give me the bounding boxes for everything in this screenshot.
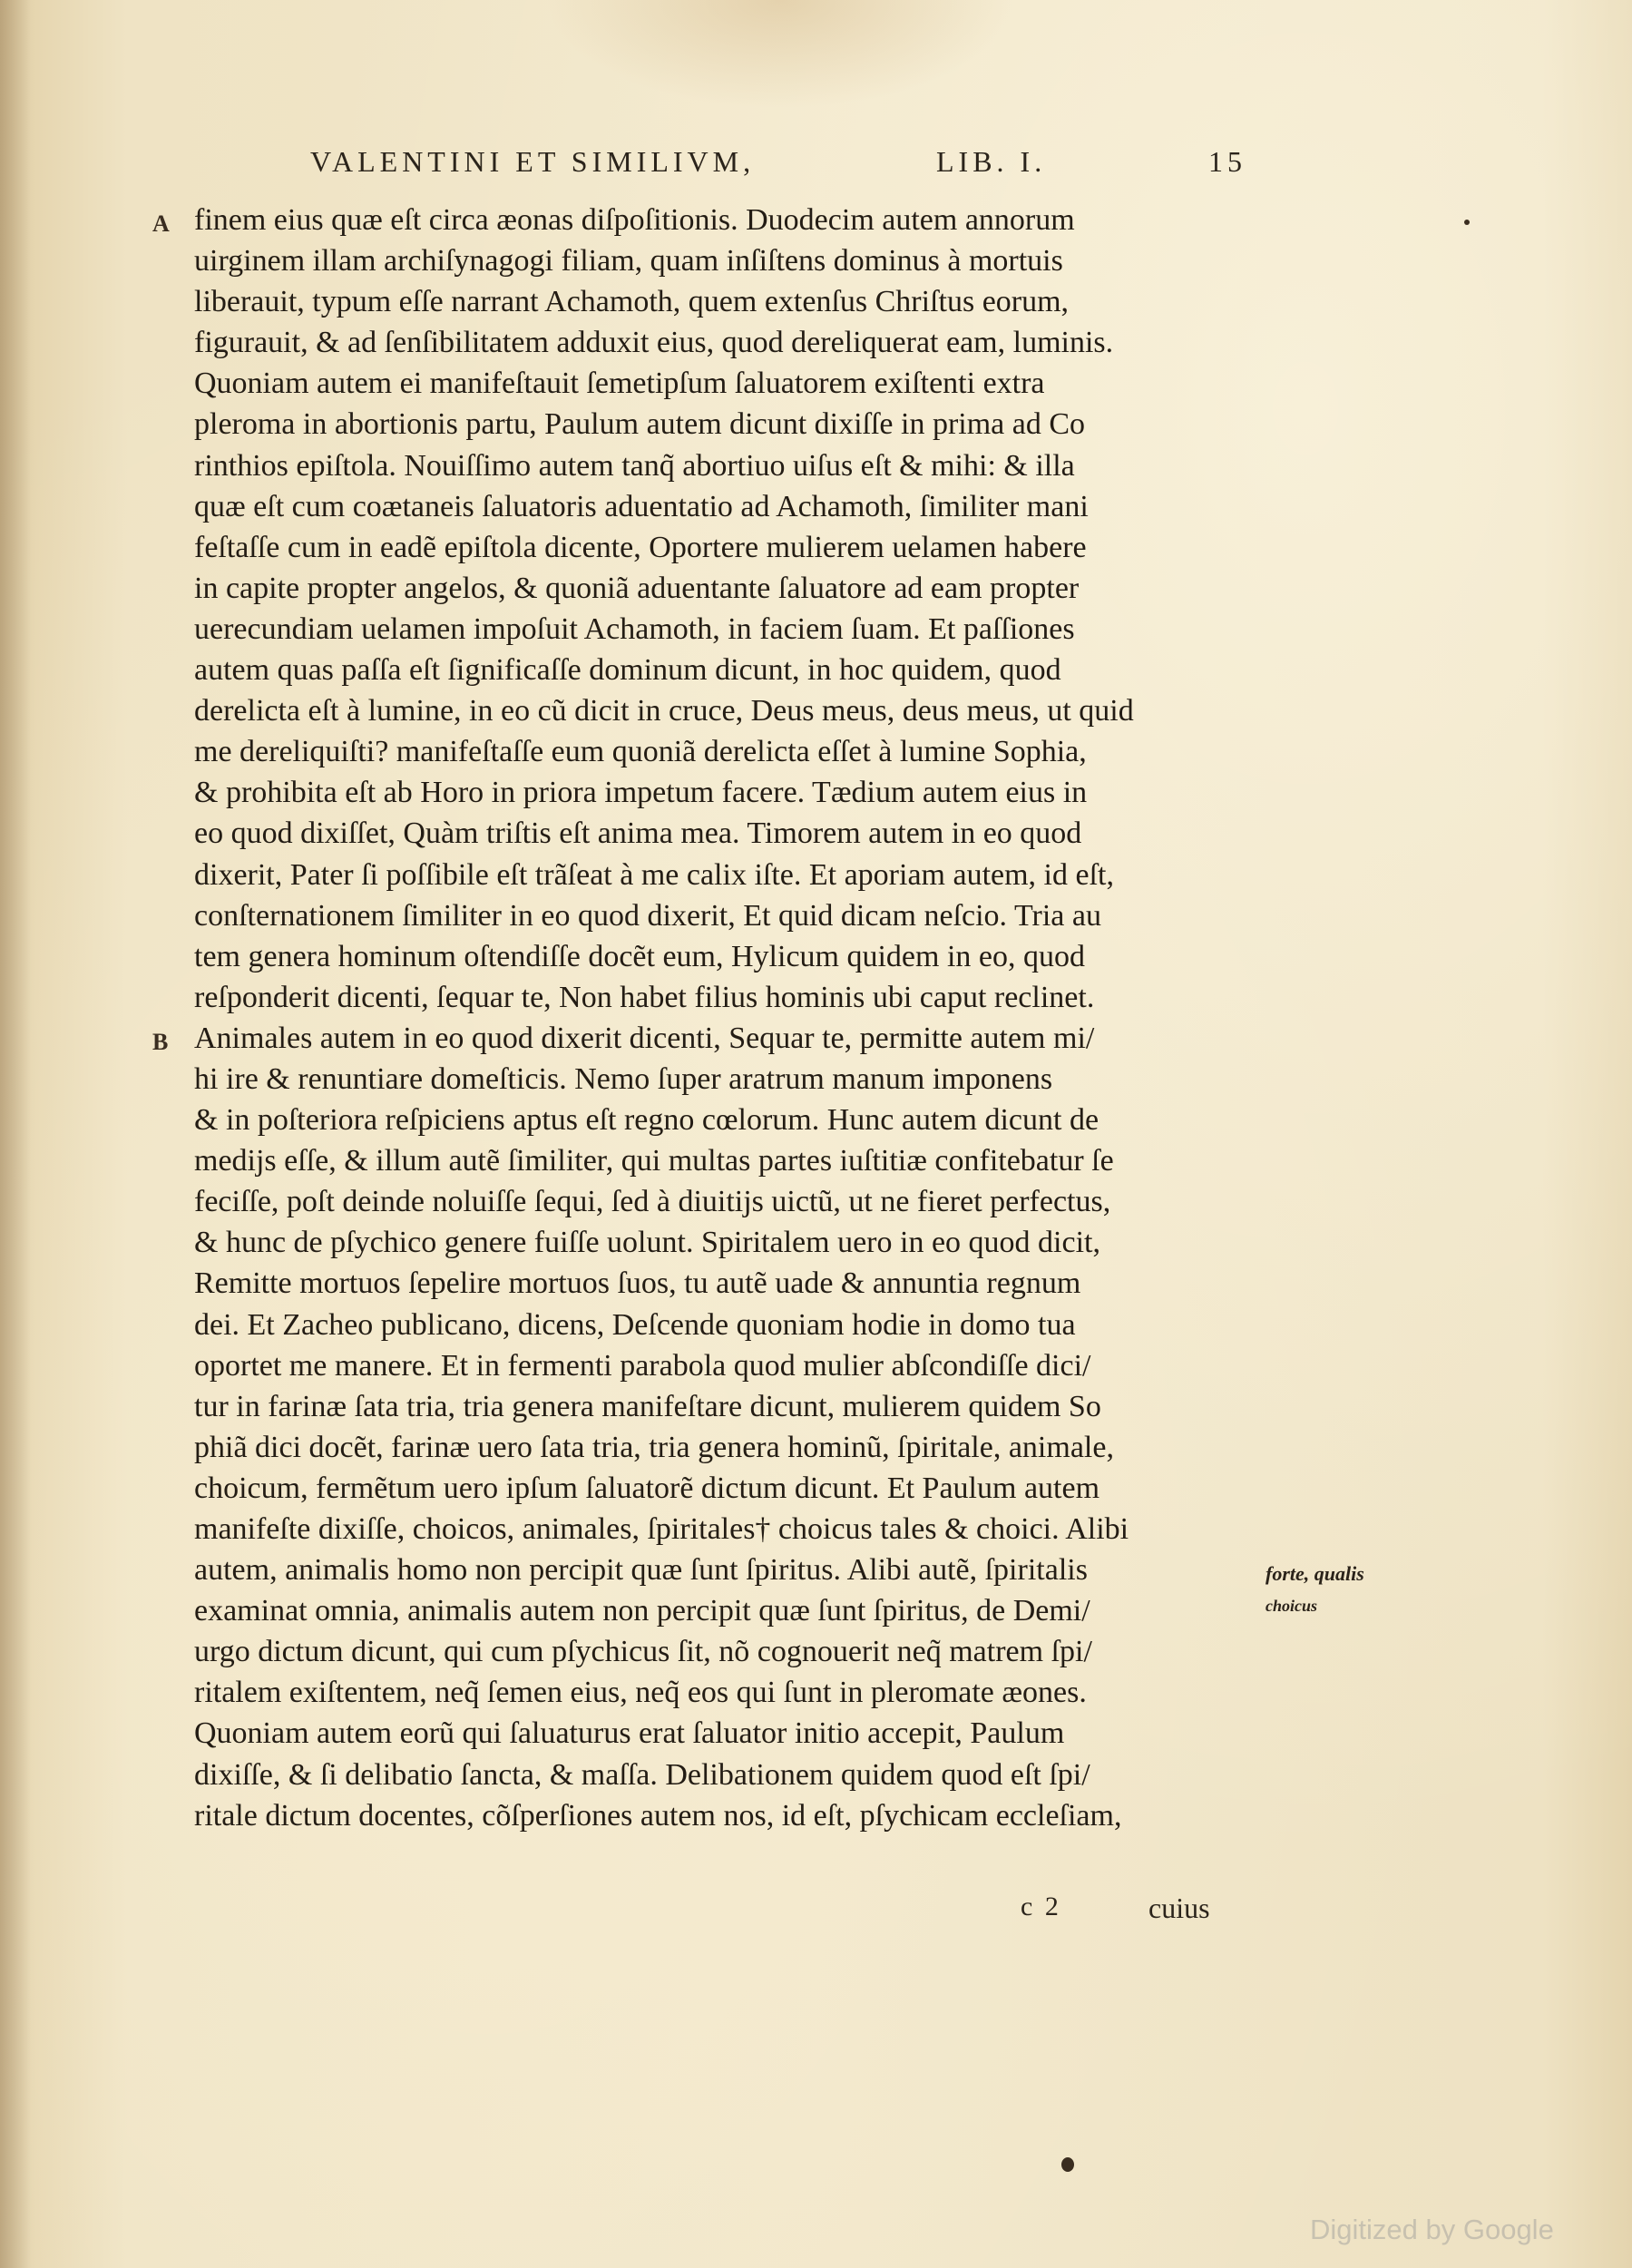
running-head (310, 145, 1254, 191)
text-line (194, 772, 1246, 813)
text-line-content: pleroma in abortionis partu, Paulum autem dicunt dixiſſe in prima ad Co (194, 407, 1086, 442)
text-line (194, 527, 1246, 568)
text-line-content: liberauit, typum eſſe narrant Achamoth, quem extenſus Chriſtus eorum, (194, 285, 1070, 319)
water-stain (544, 0, 1016, 109)
text-line (194, 936, 1246, 977)
ink-speck (1464, 220, 1470, 225)
text-line-content: dixerit, Pater ſi poſſibile eſt trãſeat à me calix iſte. Et aporiam autem, id eſt, (194, 857, 1114, 892)
body-text (152, 200, 1246, 1836)
text-line (194, 1509, 1246, 1549)
text-line-content: reſponderit dicenti, ſequar te, Non habet filius hominis ubi caput reclinet. (194, 980, 1095, 1014)
text-line-content: tem genera hominum oſtendiſſe docẽt eum, Hylicum quidem in eo, quod (194, 939, 1085, 973)
text-line-content: medijs eſſe, & illum autẽ ſimiliter, qui multas partes iuſtitiæ confitebatur ſe (194, 1144, 1114, 1178)
text-line-content: examinat omnia, animalis autem non percipit quæ ſunt ſpiritus, de Demi/ (194, 1594, 1090, 1628)
text-line-content: feſtaſſe cum in eadẽ epiſtola dicente, Oportere mulierem uelamen habere (194, 530, 1087, 564)
digitized-watermark: Digitized by Google (1310, 2214, 1554, 2245)
text-line-content: manifeſte dixiſſe, choicos, animales, ſpiritales† choicus tales & choici. Alibi (194, 1512, 1129, 1546)
text-line-content: in capite propter angelos, & quoniã aduentante ſaluatore ad eam propter (194, 571, 1080, 605)
running-head-title: VALENTINI ET SIMILIVM, (310, 145, 756, 178)
running-head-book: LIB. I. (936, 145, 1047, 178)
text-line (194, 609, 1246, 650)
text-line (194, 1795, 1246, 1836)
text-line-content: phiã dici docẽt, farinæ uero ſata tria, tria genera hominũ, ſpiritale, animale, (194, 1430, 1114, 1464)
text-line-content: rinthios epiſtola. Nouiſſimo autem tanq̃ abortiuo uiſus eſt & mihi: & illa (194, 448, 1075, 483)
text-line (194, 1631, 1246, 1672)
text-line (194, 1140, 1246, 1181)
text-line (194, 1386, 1246, 1427)
text-line-content: eo quod dixiſſet, Quàm triſtis eſt anima mea. Timorem autem in eo quod (194, 816, 1082, 851)
text-line (194, 1755, 1246, 1795)
text-line (194, 855, 1246, 895)
text-line-content: autem quas paſſa eſt ſignificaſſe dominum dicunt, in hoc quidem, quod (194, 653, 1061, 688)
text-line (194, 1468, 1246, 1509)
text-line-content: ritalem exiſtentem, neq̃ ſemen eius, neq̃ eos qui ſunt in pleromate æones. (194, 1676, 1087, 1710)
gutter-shadow (0, 0, 31, 2268)
text-line (194, 281, 1246, 322)
text-line (194, 731, 1246, 772)
section-marker-b: B (152, 1028, 169, 1055)
text-line-content: tur in farinæ ſata tria, tria genera manifeſtare dicunt, mulierem quidem So (194, 1389, 1101, 1423)
text-line (194, 1100, 1246, 1140)
text-line (194, 486, 1246, 527)
margin-note: forte, qualis (1266, 1562, 1364, 1585)
text-line-content: urgo dictum dicunt, qui cum pſychicus ſit, nõ cognouerit neq̃ matrem ſpi/ (194, 1635, 1092, 1669)
catchword: cuius (1148, 1892, 1210, 1924)
text-line-content: Animales autem in eo quod dixerit dicenti, Sequar te, permitte autem mi/ (194, 1021, 1095, 1055)
text-line-content: dixiſſe, & ſi delibatio ſancta, & maſſa. Delibationem quidem quod eſt ſpi/ (194, 1757, 1090, 1792)
text-line (194, 1305, 1246, 1345)
text-line-content: finem eius quæ eſt circa æonas diſpoſitionis. Duodecim autem annorum (194, 203, 1075, 237)
margin-note: choicus (1266, 1597, 1318, 1615)
text-line (194, 1427, 1246, 1468)
text-line-content: quæ eſt cum coætaneis ſaluatoris aduentatio ad Achamoth, ſimiliter mani (194, 489, 1089, 523)
text-line (194, 1263, 1246, 1304)
text-line-content: Remitte mortuos ſepelire mortuos ſuos, tu autẽ uade & annuntia regnum (194, 1266, 1081, 1301)
text-line (194, 1059, 1246, 1100)
signature-mark: c 2 (1021, 1892, 1061, 1921)
text-line (194, 240, 1246, 281)
text-line-content: choicum, fermẽtum uero ipſum ſaluatorẽ dictum dicunt. Et Paulum autem (194, 1471, 1100, 1505)
text-line-content: & prohibita eſt ab Horo in priora impetum facere. Tædium autem eius in (194, 776, 1088, 810)
text-line (194, 895, 1246, 936)
text-line-content: Quoniam autem ei manifeſtauit ſemetipſum ſaluatorem exiſtenti extra (194, 367, 1045, 401)
text-line-content: me dereliquiſti? manifeſtaſſe eum quoniã derelicta eſſet à lumine Sophia, (194, 735, 1087, 769)
text-line (194, 1345, 1246, 1386)
text-line (194, 1549, 1246, 1590)
text-line (194, 445, 1246, 486)
text-line (194, 813, 1246, 854)
text-line (152, 200, 1246, 240)
text-line-content: ritale dictum docentes, cõſperſiones autem nos, id eſt, pſychicam eccleſiam, (194, 1798, 1122, 1833)
text-line-content: & in poſteriora reſpiciens aptus eſt regno cœlorum. Hunc autem dicunt de (194, 1103, 1099, 1138)
text-line-content: dei. Et Zacheo publicano, dicens, Deſcende quoniam hodie in domo tua (194, 1307, 1076, 1342)
text-line-content: & hunc de pſychico genere fuiſſe uolunt. Spiritalem uero in eo quod dicit, (194, 1226, 1100, 1260)
text-line (194, 1672, 1246, 1713)
text-line (194, 568, 1246, 609)
text-line-content: conſternationem ſimiliter in eo quod dixerit, Et quid dicam neſcio. Tria au (194, 898, 1101, 933)
text-line (194, 1222, 1246, 1263)
text-line (194, 650, 1246, 690)
text-line-content: feciſſe, poſt deinde noluiſſe ſequi, ſed à diuitijs uictũ, ut ne fieret perfectus, (194, 1185, 1111, 1219)
text-line (194, 690, 1246, 731)
text-line (194, 1181, 1246, 1222)
text-line-content: Quoniam autem eorũ qui ſaluaturus erat ſaluator initio accepit, Paulum (194, 1716, 1065, 1751)
text-line-content: oportet me manere. Et in fermenti parabola quod mulier abſcondiſſe dici/ (194, 1348, 1091, 1383)
text-line-content: hi ire & renuntiare domeſticis. Nemo ſuper aratrum manum imponens (194, 1061, 1053, 1096)
section-marker-a: A (152, 210, 170, 237)
text-line (194, 1590, 1246, 1631)
ink-speck (1061, 2157, 1074, 2172)
text-line (152, 1018, 1246, 1059)
folio-number: 15 (1208, 145, 1246, 178)
text-line (194, 363, 1246, 404)
text-line-content: autem, animalis homo non percipit quæ ſunt ſpiritus. Alibi autẽ, ſpiritalis (194, 1553, 1088, 1588)
text-line-content: uirginem illam archiſynagogi filiam, quam inſiſtens dominus à mortuis (194, 244, 1063, 279)
text-line-content: derelicta eſt à lumine, in eo cũ dicit in cruce, Deus meus, deus meus, ut quid (194, 694, 1134, 728)
text-line (194, 977, 1246, 1018)
text-line (194, 404, 1246, 445)
text-line-content: figurauit, & ad ſenſibilitatem adduxit eius, quod dereliquerat eam, luminis. (194, 326, 1114, 360)
text-line-content: uerecundiam uelamen impoſuit Achamoth, in faciem ſuam. Et paſſiones (194, 611, 1075, 646)
text-line (194, 1713, 1246, 1754)
text-line (194, 322, 1246, 363)
